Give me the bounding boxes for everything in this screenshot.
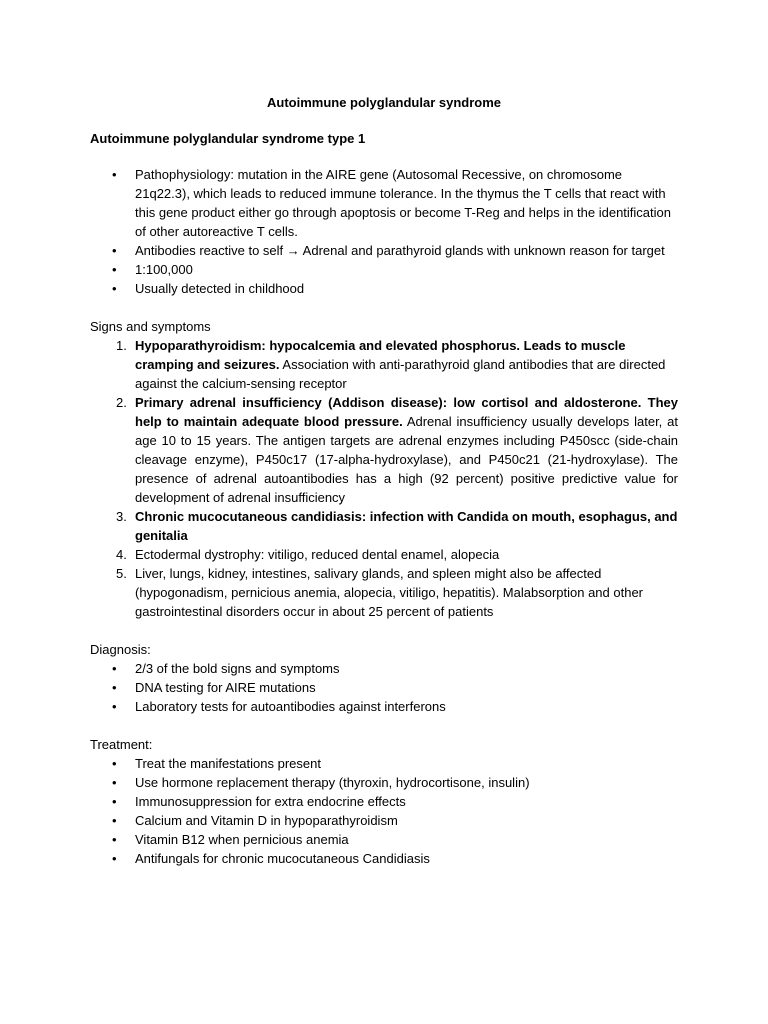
bullet-marker: •: [112, 832, 117, 847]
list-item: [90, 279, 678, 298]
list-item: [90, 165, 678, 241]
list-item: [90, 507, 678, 545]
list-item-text: 1:100,000: [135, 262, 193, 277]
list-item: [90, 564, 678, 621]
bullet-marker: •: [112, 756, 117, 771]
bullet-marker: •: [112, 281, 117, 296]
overview-list: [90, 165, 678, 298]
bullet-marker: •: [112, 813, 117, 828]
bullet-marker: •: [112, 661, 117, 676]
list-item-text: Laboratory tests for autoantibodies against interferons: [135, 699, 446, 714]
bullet-marker: •: [112, 851, 117, 866]
list-item: [90, 697, 678, 716]
list-item: [90, 773, 678, 792]
list-item: [90, 811, 678, 830]
list-item: [90, 260, 678, 279]
document-page: [90, 93, 678, 868]
number-marker: 1.: [116, 338, 127, 353]
bullet-marker: •: [112, 699, 117, 714]
list-item-text: Treat the manifestations present: [135, 756, 321, 771]
number-marker: 4.: [116, 547, 127, 562]
list-item: [90, 659, 678, 678]
bullet-marker: •: [112, 262, 117, 277]
signs-list: [90, 336, 678, 621]
bullet-marker: •: [112, 243, 117, 258]
list-item-bold-text: Hypoparathyroidism: hypocalcemia and elevated phosphorus. Leads to muscle cramping and seizures.: [135, 338, 626, 372]
list-item-text: Antifungals for chronic mucocutaneous Candidiasis: [135, 851, 430, 866]
document-title: Autoimmune polyglandular syndrome: [266, 95, 502, 110]
list-item-text: Usually detected in childhood: [135, 281, 305, 296]
number-marker: 2.: [116, 395, 127, 410]
list-item-text: 2/3 of the bold signs and symptoms: [135, 661, 340, 676]
list-item-text: DNA testing for AIRE mutations: [135, 680, 316, 695]
list-item: [90, 336, 678, 393]
list-item-text: Liver, lungs, kidney, intestines, salivary glands, and spleen might also be affected (hypogonadism, pernicious anemia, alopecia, vitiligo, hepatitis). Malabsorption and other gastrointestinal disorders occur in about 25 percent of patients: [135, 566, 644, 619]
list-item-text: Immunosuppression for extra endocrine effects: [135, 794, 406, 809]
list-item-text: Adrenal and parathyroid glands with unknown reason for target: [302, 243, 665, 258]
signs-heading: Signs and symptoms: [90, 319, 211, 334]
list-item: [90, 241, 678, 260]
list-item-bold-text: Primary adrenal insufficiency (Addison disease): low cortisol and aldosterone. They help to maintain adequate blood pressure.: [135, 395, 678, 429]
list-item-text: Adrenal insufficiency usually develops later, at age 10 to 15 years. The antigen targets are adrenal enzymes including P450scc (side-chain cleavage enzyme), P450c17 (17-alpha-hydroxylase), and P450c21 (21-hydroxylase). The presence of adrenal autoantibodies has a high (92 percent) positive predictive value for development of adrenal insufficiency: [135, 414, 678, 505]
list-item: [90, 830, 678, 849]
number-marker: 5.: [116, 566, 127, 581]
list-item: [90, 792, 678, 811]
treatment-heading: Treatment:: [90, 737, 153, 752]
bullet-marker: •: [112, 680, 117, 695]
list-item-text: Association with anti-parathyroid gland antibodies that are directed against the calcium-sensing receptor: [135, 357, 666, 391]
list-item-text: Ectodermal dystrophy: vitiligo, reduced dental enamel, alopecia: [135, 547, 500, 562]
list-item: [90, 393, 678, 507]
section-heading-type-1: Autoimmune polyglandular syndrome type 1: [90, 131, 366, 146]
bullet-marker: •: [112, 775, 117, 790]
number-marker: 3.: [116, 509, 127, 524]
diagnosis-list: [90, 659, 678, 716]
list-item: [90, 545, 678, 564]
list-item-text: Vitamin B12 when pernicious anemia: [135, 832, 349, 847]
right-arrow-icon: →: [286, 243, 300, 258]
list-item: [90, 678, 678, 697]
list-item: [90, 754, 678, 773]
list-item-bold-text: Chronic mucocutaneous candidiasis: infection with Candida on mouth, esophagus, and genitalia: [135, 509, 678, 543]
list-item-text: Antibodies reactive to self: [135, 243, 284, 258]
treatment-list: [90, 754, 678, 868]
list-item-text: Use hormone replacement therapy (thyroxin, hydrocortisone, insulin): [135, 775, 530, 790]
diagnosis-heading: Diagnosis:: [90, 642, 151, 657]
bullet-marker: •: [112, 794, 117, 809]
bullet-marker: •: [112, 167, 117, 182]
list-item: [90, 849, 678, 868]
list-item-text: Calcium and Vitamin D in hypoparathyroidism: [135, 813, 398, 828]
list-item-text: Pathophysiology: mutation in the AIRE gene (Autosomal Recessive, on chromosome 21q22.3), which leads to reduced immune tolerance. In the thymus the T cells that react with this gene product either go through apoptosis or become T-Reg and helps in the identification of other autoreactive T cells.: [135, 167, 671, 239]
